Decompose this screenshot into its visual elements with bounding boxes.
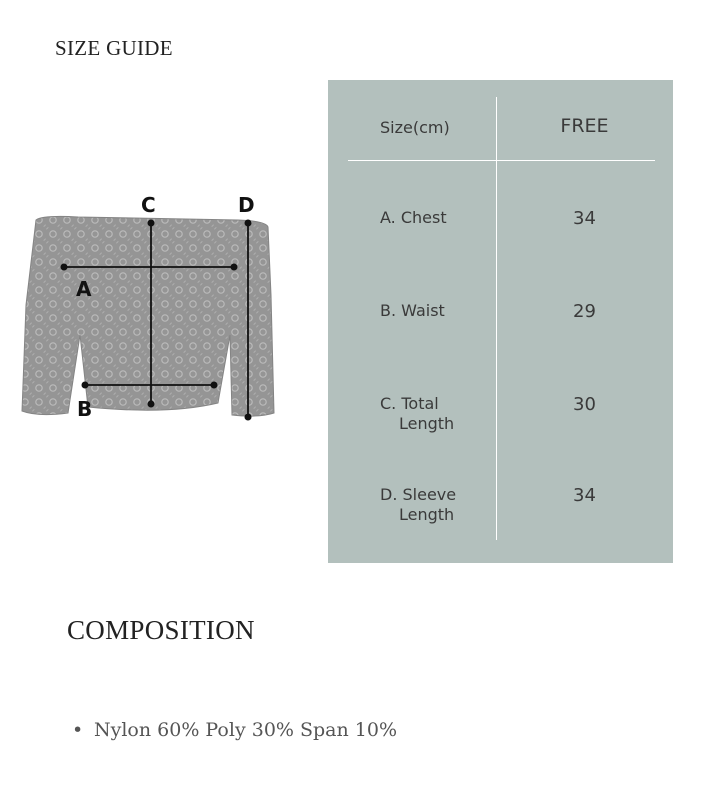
- label-d: D: [238, 193, 255, 217]
- row-total-length-value: 30: [573, 394, 596, 415]
- label-b: B: [77, 397, 93, 421]
- header-size-value: FREE: [560, 115, 609, 137]
- row-waist-value: 29: [573, 301, 596, 322]
- row-label-text: B. Waist: [380, 301, 445, 320]
- composition-title: COMPOSITION: [67, 615, 255, 645]
- row-total-length-label: [380, 394, 454, 434]
- composition-item: [72, 719, 397, 741]
- label-a: A: [76, 277, 92, 301]
- composition-text: Nylon 60% Poly 30% Span 10%: [94, 719, 398, 741]
- row-chest-value: 34: [573, 208, 596, 229]
- header-size-label: Size(cm): [380, 118, 450, 137]
- row-chest-label: [380, 208, 447, 228]
- row-label-text: C. Total: [380, 394, 439, 413]
- page-title: SIZE GUIDE: [55, 36, 173, 60]
- row-label-text: D. Sleeve: [380, 485, 457, 504]
- row-label-text-line2: Length: [399, 505, 455, 524]
- row-sleeve-length-label: [380, 485, 456, 525]
- off-shoulder-top-illustration: [18, 185, 308, 430]
- bullet-icon: •: [72, 719, 84, 741]
- size-table: [328, 80, 673, 563]
- label-c: C: [141, 193, 156, 217]
- row-label-text: A. Chest: [380, 208, 447, 227]
- garment-measurement-diagram: [18, 185, 308, 430]
- header-divider: [348, 160, 655, 161]
- row-sleeve-length-value: 34: [573, 485, 596, 506]
- row-waist-label: [380, 301, 445, 321]
- garment-silhouette: [22, 216, 274, 416]
- row-label-text-line2: Length: [399, 414, 455, 433]
